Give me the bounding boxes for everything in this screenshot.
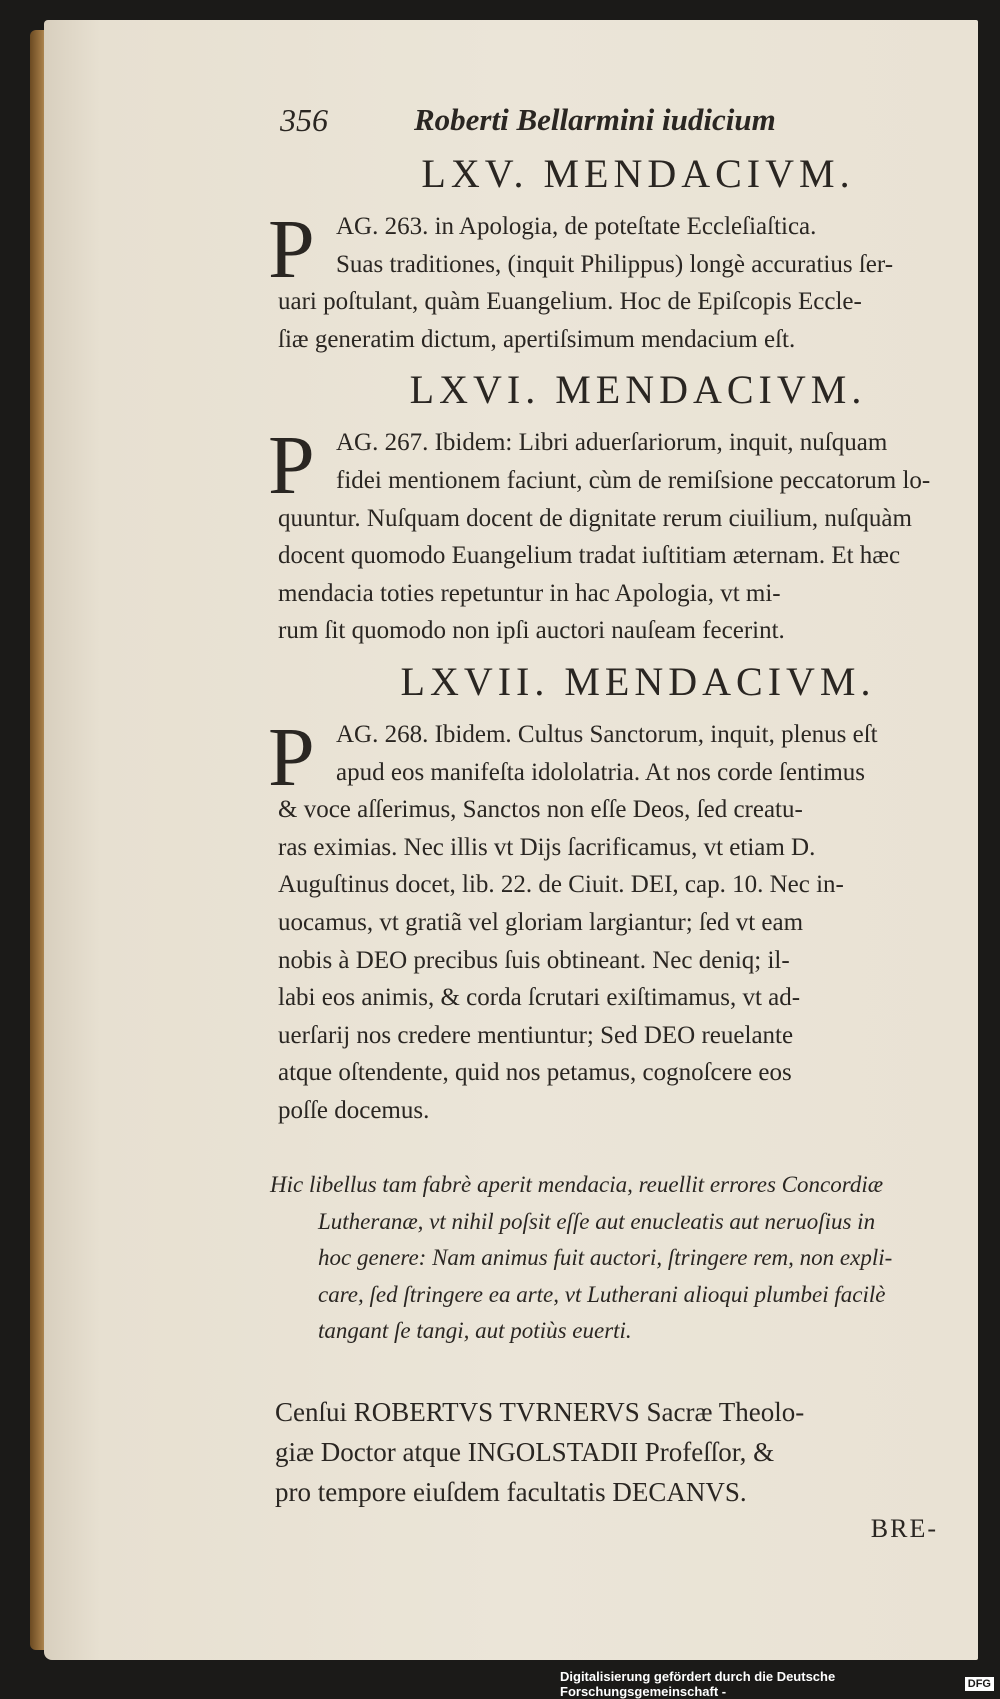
text-line: docent quomodo Euangelium tradat iuſtitiam æternam. Et hæc xyxy=(278,542,901,570)
catchword: BRE- xyxy=(870,1513,938,1543)
note-paragraph xyxy=(270,1167,968,1350)
text-line: AG. 263. in Apologia, de poteſtate Eccleſiaſtica. xyxy=(336,213,817,240)
footer-bar xyxy=(560,1670,1000,1697)
page-number: 356 xyxy=(280,102,328,138)
footer-text: Digitalisierung gefördert durch die Deutsche Forschungsgemeinschaft - xyxy=(560,1668,836,1699)
running-title: Roberti Bellarmini iudicium xyxy=(414,102,776,137)
text-line: & voce aſſerimus, Sanctos non eſſe Deos, ſed creatu- xyxy=(278,796,803,824)
drop-cap: P xyxy=(268,419,315,513)
text-line: apud eos manifeſta idololatria. At nos corde ſentimus xyxy=(336,758,866,786)
text-line: uocamus, vt gratiã vel gloriam largiantur; ſed vt eam xyxy=(278,908,804,936)
text-line: AG. 268. Ibidem. Cultus Sanctorum, inquit, plenus eſt xyxy=(336,720,878,748)
text-line: uerſarij nos credere mentiuntur; Sed DEO reuelante xyxy=(278,1021,794,1049)
text-line: labi eos animis, & corda ſcrutari exiſtimamus, vt ad- xyxy=(278,984,801,1012)
page-text xyxy=(268,94,968,1544)
dfg-logo-icon: DFG xyxy=(965,1677,994,1691)
text-line: Auguſtinus docet, lib. 22. de Ciuit. DEI, cap. 10. Nec in- xyxy=(278,871,844,899)
text-line: uari poſtulant, quàm Euangelium. Hoc de Epiſcopis Eccle- xyxy=(278,288,862,316)
text-line: AG. 267. Ibidem: Libri aduerſariorum, inquit, nuſquam xyxy=(336,429,888,457)
section-paragraph xyxy=(268,419,968,650)
text-line: rum ſit quomodo non ipſi auctori nauſeam fecerint. xyxy=(278,617,785,645)
note-line: tangant ſe tangi, aut potiùs euerti. xyxy=(318,1318,632,1344)
note-line: care, ſed ſtringere ea arte, vt Lutherani alioqui plumbei facilè xyxy=(318,1281,886,1307)
censura-paragraph xyxy=(275,1392,968,1512)
text-line: quuntur. Nuſquam docent de dignitate rerum ciuilium, nuſquàm xyxy=(278,504,912,532)
section-paragraph xyxy=(268,203,968,358)
censura-line: Cenſui ROBERTVS TVRNERVS Sacræ Theolo- xyxy=(275,1396,805,1427)
note-line: hoc genere: Nam animus fuit auctori, ſtringere rem, non expli- xyxy=(318,1245,893,1271)
text-line: poſſe docemus. xyxy=(278,1096,430,1124)
text-line: atque oſtendente, quid nos petamus, cognoſcere eos xyxy=(278,1059,792,1087)
text-line: mendacia toties repetuntur in hac Apologia, vt mi- xyxy=(278,579,781,607)
drop-cap: P xyxy=(268,710,315,804)
drop-cap: P xyxy=(268,203,315,296)
censura-line: giæ Doctor atque INGOLSTADII Profeſſor, & xyxy=(275,1436,775,1467)
text-line: nobis à DEO precibus ſuis obtineant. Nec deniq; il- xyxy=(278,946,790,974)
text-line: ras eximias. Nec illis vt Dijs ſacrificamus, vt etiam D. xyxy=(278,833,816,861)
running-head xyxy=(278,94,968,142)
section-paragraph xyxy=(268,710,968,1130)
sections xyxy=(268,148,968,1129)
section-heading: LXVII. MENDACIVM. xyxy=(400,658,876,704)
note-line: Hic libellus tam fabrè aperit mendacia, reuellit errores Concordiæ xyxy=(270,1172,884,1198)
text-line: ſiæ generatim dictum, apertiſsimum mendacium eſt. xyxy=(278,325,796,353)
text-line: fidei mentionem faciunt, cùm de remiſsione peccatorum lo- xyxy=(336,466,931,494)
section-heading: LXV. MENDACIVM. xyxy=(421,151,855,196)
text-line: Suas traditiones, (inquit Philippus) longè accuratius ſer- xyxy=(336,250,894,278)
note-line: Lutheranæ, vt nihil poſsit eſſe aut enucleatis aut neruoſius in xyxy=(318,1208,876,1234)
section-heading: LXVI. MENDACIVM. xyxy=(409,367,867,413)
censura-line: pro tempore eiuſdem facultatis DECANVS. xyxy=(275,1476,747,1507)
